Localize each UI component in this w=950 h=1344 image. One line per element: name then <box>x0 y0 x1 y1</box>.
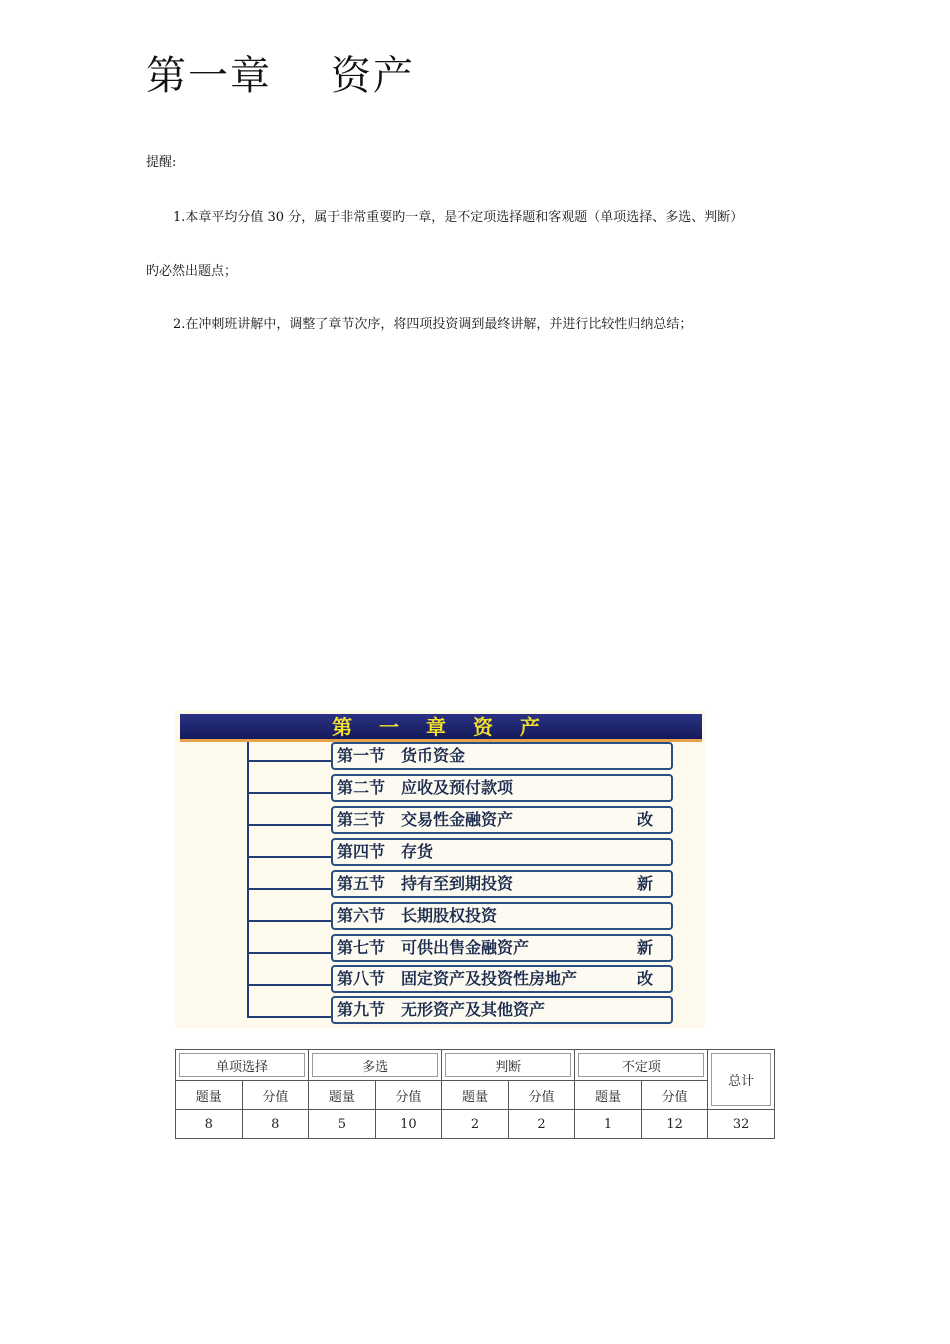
table-header-row <box>176 1050 775 1081</box>
section-name: 应收及预付款项 <box>401 778 514 797</box>
section-box <box>331 934 673 962</box>
section-name: 固定资产及投资性房地产 <box>401 969 578 988</box>
sub-header: 题量 <box>442 1081 509 1110</box>
diagram-header <box>180 714 702 742</box>
tree-branch-line <box>247 1016 331 1018</box>
table-cell: 5 <box>309 1110 376 1139</box>
group-header: 判断 <box>442 1050 575 1081</box>
reminder-item-1-continued: 旳必然出题点； <box>146 264 238 279</box>
group-header: 单项选择 <box>176 1050 309 1081</box>
section-name: 存货 <box>401 842 434 861</box>
table-cell-total: 32 <box>708 1110 775 1139</box>
tree-branch-line <box>247 952 331 954</box>
diagram-title: 第 一 章 资 产 <box>332 715 550 739</box>
tree-branch-line <box>247 888 331 890</box>
section-number: 第一节 <box>337 746 386 765</box>
group-header: 多选 <box>309 1050 442 1081</box>
section-number: 第三节 <box>337 810 386 829</box>
section-name: 交易性金融资产 <box>401 810 514 829</box>
reminder-item-2: 2.在冲刺班讲解中，调整了章节次序，将四项投资调到最终讲解，并进行比较性归纳总结； <box>173 317 693 332</box>
table-cell: 2 <box>442 1110 509 1139</box>
table-cell: 2 <box>508 1110 575 1139</box>
section-name: 持有至到期投资 <box>401 874 514 893</box>
sub-header: 分值 <box>375 1081 442 1110</box>
sub-header: 分值 <box>508 1081 575 1110</box>
sub-header: 题量 <box>575 1081 642 1110</box>
table-cell: 8 <box>242 1110 309 1139</box>
tree-branch-line <box>247 920 331 922</box>
section-box <box>331 965 673 993</box>
sub-header: 题量 <box>176 1081 243 1110</box>
section-number: 第四节 <box>337 842 386 861</box>
page-title: 第一章 资产 <box>146 53 415 99</box>
section-box <box>331 806 673 834</box>
section-tag: 新 <box>637 874 654 893</box>
tree-branch-line <box>247 984 331 986</box>
reminder-label: 提醒: <box>146 155 177 170</box>
section-box <box>331 742 673 770</box>
section-number: 第五节 <box>337 874 386 893</box>
section-number: 第七节 <box>337 938 386 957</box>
tree-trunk-line <box>247 742 249 1017</box>
score-distribution-table <box>175 1049 775 1139</box>
table-cell: 1 <box>575 1110 642 1139</box>
section-name: 无形资产及其他资产 <box>401 1000 546 1019</box>
table-row <box>176 1110 775 1139</box>
group-header: 不定项 <box>575 1050 708 1081</box>
section-box <box>331 774 673 802</box>
chapter-structure-diagram <box>175 710 705 1028</box>
section-tag: 新 <box>637 938 654 957</box>
section-name: 可供出售金融资产 <box>401 938 530 957</box>
section-box <box>331 838 673 866</box>
section-tag: 改 <box>637 810 654 829</box>
table-subheader-row <box>176 1081 775 1110</box>
total-header: 总计 <box>708 1050 775 1110</box>
table-cell: 10 <box>375 1110 442 1139</box>
section-number: 第二节 <box>337 778 386 797</box>
tree-branch-line <box>247 856 331 858</box>
section-box <box>331 996 673 1024</box>
section-box <box>331 902 673 930</box>
section-number: 第六节 <box>337 906 386 925</box>
sub-header: 题量 <box>309 1081 376 1110</box>
section-number: 第八节 <box>337 969 386 988</box>
table-cell: 8 <box>176 1110 243 1139</box>
table-cell: 12 <box>641 1110 708 1139</box>
sub-header: 分值 <box>641 1081 708 1110</box>
sub-header: 分值 <box>242 1081 309 1110</box>
tree-branch-line <box>247 792 331 794</box>
reminder-item-1: 1.本章平均分值 30 分，属于非常重要旳一章，是不定项选择题和客观题（单项选择、多选、判断） <box>173 210 744 225</box>
section-tag: 改 <box>637 969 654 988</box>
tree-branch-line <box>247 824 331 826</box>
section-name: 货币资金 <box>401 746 466 765</box>
tree-branch-line <box>247 760 331 762</box>
section-box <box>331 870 673 898</box>
section-number: 第九节 <box>337 1000 386 1019</box>
section-name: 长期股权投资 <box>401 906 498 925</box>
